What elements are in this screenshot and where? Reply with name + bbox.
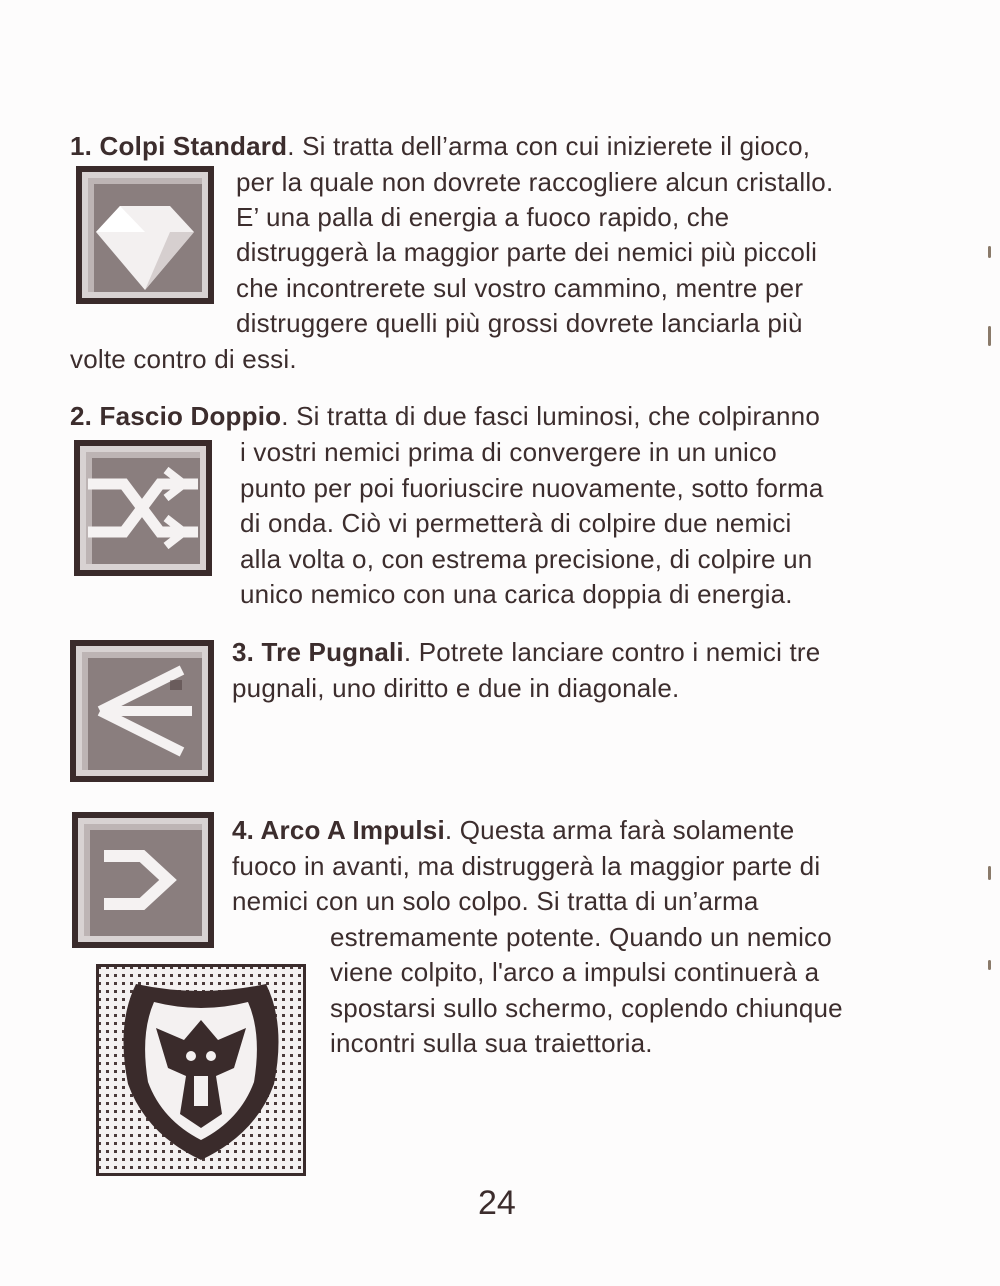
three-daggers-icon	[70, 640, 214, 782]
scan-mark	[988, 246, 991, 258]
item-2-line-5: alla volta o, con estrema precisione, di colpire un	[240, 544, 813, 574]
item-1-line-5: che incontrerete sul vostro cammino, mentre per	[236, 273, 804, 303]
item-2-line-2: i vostri nemici prima di convergere in un unico	[240, 437, 777, 467]
item-4-line-1: 4. Arco A Impulsi. Questa arma farà solamente	[232, 815, 795, 845]
item-4-heading: 4. Arco A Impulsi	[232, 815, 445, 845]
item-4-line-2: fuoco in avanti, ma distruggerà la maggior parte di	[232, 851, 821, 881]
item-3-line-1: 3. Tre Pugnali. Potrete lanciare contro i nemici tre	[232, 637, 821, 667]
item-1-heading: 1. Colpi Standard	[70, 131, 288, 161]
item-2-line-3: punto per poi fuoriuscire nuovamente, sotto forma	[240, 473, 824, 503]
item-2-heading: 2. Fascio Doppio	[70, 401, 282, 431]
page-number: 24	[478, 1184, 516, 1222]
item-1-line-3: E’ una palla di energia a fuoco rapido, che	[236, 202, 730, 232]
scan-mark	[988, 960, 991, 970]
item-2-line-6: unico nemico con una carica doppia di energia.	[240, 579, 793, 609]
pulse-arc-icon	[72, 812, 214, 948]
item-4-line-3: nemici con un solo colpo. Si tratta di un’arma	[232, 886, 759, 916]
item-4-line-5: viene colpito, l'arco a impulsi continuerà a	[330, 957, 820, 987]
item-1-line-7: volte contro di essi.	[70, 344, 297, 374]
item-3-heading: 3. Tre Pugnali	[232, 637, 404, 667]
double-beam-icon	[74, 440, 212, 576]
item-2-line-1: 2. Fascio Doppio. Si tratta di due fasci luminosi, che colpiranno	[70, 401, 820, 431]
winged-creature-icon	[96, 964, 306, 1176]
item-1-line-1: 1. Colpi Standard. Si tratta dell’arma con cui inizierete il gioco,	[70, 131, 811, 161]
scan-mark	[988, 866, 991, 880]
diamond-shot-icon	[76, 166, 214, 304]
scan-mark	[988, 326, 991, 346]
item-1-line-4: distruggerà la maggior parte dei nemici più piccoli	[236, 237, 818, 267]
item-4-line-6: spostarsi sullo schermo, coplendo chiunque	[330, 993, 843, 1023]
item-1-line-6: distruggere quelli più grossi dovrete lanciarla più	[236, 308, 803, 338]
item-4-line-4: estremamente potente. Quando un nemico	[330, 922, 832, 952]
item-4-line-7: incontri sulla sua traiettoria.	[330, 1028, 653, 1058]
item-2-line-4: di onda. Ciò vi permetterà di colpire due nemici	[240, 508, 792, 538]
item-1-line-2: per la quale non dovrete raccogliere alcun cristallo.	[236, 167, 834, 197]
item-3-line-2: pugnali, uno diritto e due in diagonale.	[232, 673, 680, 703]
